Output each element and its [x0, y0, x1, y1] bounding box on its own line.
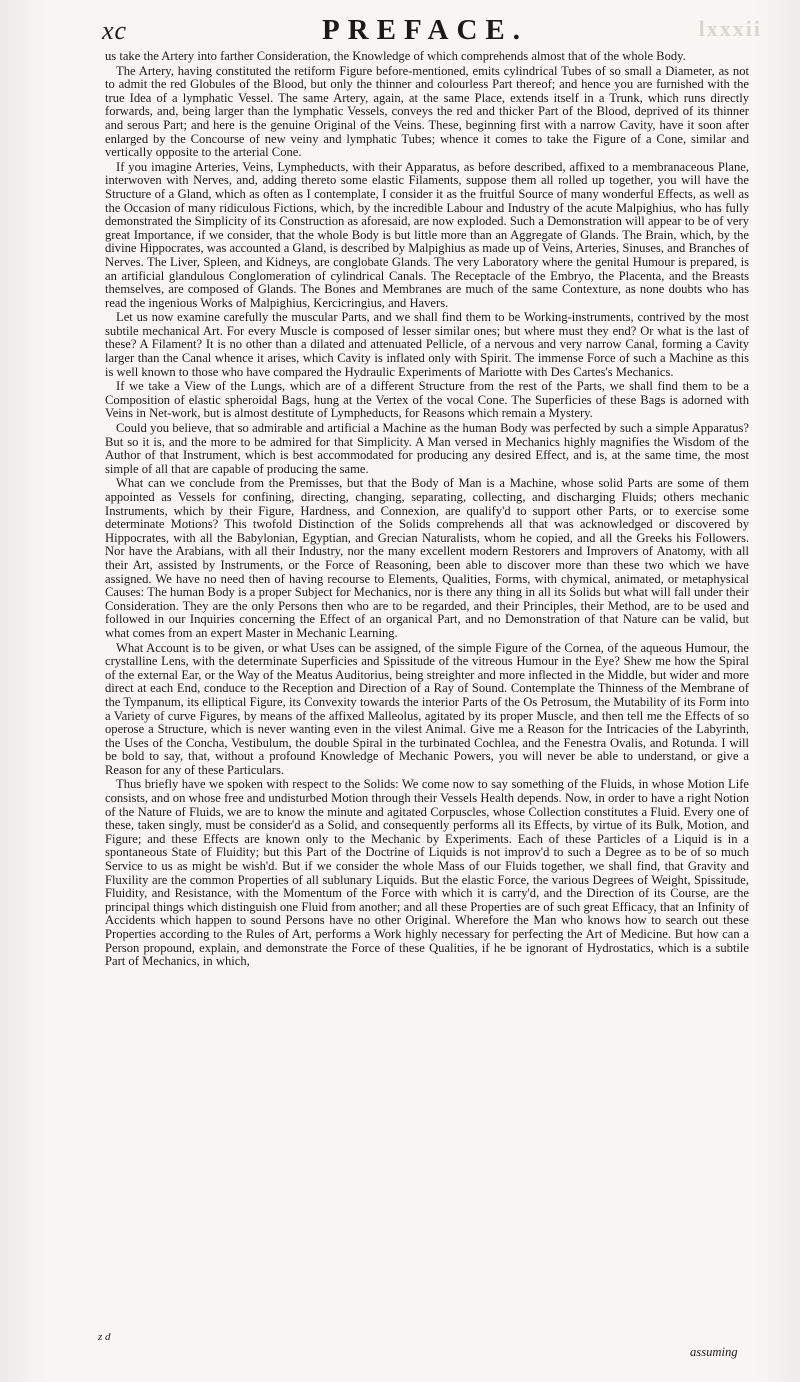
paragraph: What can we conclude from the Premisses, but that the Body of Man is a Machine, whose solid Parts are some of them appointed as Vessels for confining, directing, changing, separating, collecting, and discharging Fluids; others mechanic Instruments, which by their Figure, Hardness, and Connexion, are qualify'd to support other Parts, or to exercise some determinate Motions? This twofold Distinction of the Solids comprehends all that was acknowledged or discovered by Hippocrates, with all the Babylonian, Egyptian, and Grecian Naturalists, whom he copied, and all the Greeks his Followers. Nor have the Arabians, with all their Industry, nor the many excellent modern Restorers and Improvers of Anatomy, with all their Art, assisted by Instruments, or the Force of Reasoning, been able to discover more than these two which we have assigned. We have no need then of having recourse to Elements, Qualities, Forms, with chymical, animated, or metaphysical Causes: The human Body is a proper Subject for Mechanics, nor is there any thing in all its Solids but what will fall under their Consideration. They are the only Persons then who are to be regarded, and their Principles, their Method, are to be used and followed in our Inquiries concerning the Effect of an organical Part, and no Demonstration of that Nature can be valid, but what comes from an expert Master in Mechanic Learning.	[105, 476, 749, 640]
show-through-text: lxxxii	[698, 16, 762, 41]
body-text	[105, 50, 749, 970]
paragraph: Thus briefly have we spoken with respect to the Solids: We come now to say something of the Fluids, in whose Motion Life consists, and on whose free and undisturbed Motion through their Vessels Health depends. Now, in order to have a right Notion of the Nature of Fluids, we are to know the minute and agitated Corpuscles, whose Collection constitutes a Fluid. Every one of these, taken singly, must be consider'd as a Solid, and consequently performs all its Effects, by virtue of its Bulk, Motion, and Figure; and these Effects are known only to the Mechanic by Experiments. Each of these Particles of a Liquid is in a spontaneous State of Fluidity; but this Part of the Doctrine of Liquids is not improv'd to such a Degree as to be of so much Service to us as might be wish'd. But if we consider the whole Mass of our Fluids together, we shall find, that Gravity and Fluxility are the common Properties of all sublunary Liquids. But the elastic Force, the various Degrees of Weight, Spissitude, Fluidity, and Resistance, with the Momentum of the Force with which it is carry'd, and the Direction of its Course, are the principal things which distinguish one Fluid from another; and all these Properties are of such great Efficacy, that an Infinity of Accidents which happen to sound Persons have no other Original. Wherefore the Man who knows how to search out these Properties according to the Rules of Art, performs a Work highly necessary for perfecting the Art of Medicine. But how can a Person propound, explain, and demonstrate the Force of these Qualities, if he be ignorant of Hydrostatics, which is a subtile Part of Mechanics, in which,	[105, 777, 749, 969]
page-title: PREFACE.	[321, 14, 529, 46]
paragraph: The Artery, having constituted the retiform Figure before-mentioned, emits cylindrical Tubes of so small a Diameter, as not to admit the red Globules of the Blood, but only the thinner and colourless Part thereof; and hence you are furnished with the true Idea of a lymphatic Vessel. The same Artery, again, at the same Place, extends itself in a Trunk, which runs directly forwards, and, being larger than the lymphatic Vessels, conveys the red and thicker Part of the Blood, deprived of its thinner and serous Part; and here is the genuine Original of the Veins. These, beginning first with a narrow Cavity, have it soon after enlarged by the Concourse of new veiny and lymphatic Tubes; whence it comes to take the Figure of a Cone, similar and vertically opposite to the arterial Cone.	[105, 63, 749, 160]
paragraph: Could you believe, that so admirable and artificial a Machine as the human Body was perfected by such a simple Apparatus? But so it is, and the more to be admired for that Simplicity. A Man versed in Mechanics highly magnifies the Wisdom of the Author of that Instrument, which is best accommodated for producing any desired Effect, and is, at the same time, the most simple of all that are capable of producing the same.	[105, 421, 749, 476]
page-header	[100, 12, 750, 46]
catchword: assuming	[690, 1345, 738, 1359]
page-number: xc	[102, 16, 128, 45]
paragraph: What Account is to be given, or what Uses can be assigned, of the simple Figure of the Cornea, of the aqueous Humour, the crystalline Lens, with the determinate Superficies and Spissitude of the vitreous Humour in the Eye? Shew me how the Spiral of the external Ear, or the Way of the Meatus Auditorius, being streighter and more inflected in the Middle, but wider and more direct at each End, conduce to the Reception and Direction of a Ray of Sound. Contemplate the Thinness of the Membrane of the Tympanum, its elliptical Figure, its Convexity towards the interior Parts of the Os Petrosum, the Mutability of its Form into a Variety of curve Figures, by means of the affixed Malleolus, agitated by its proper Muscle, and then tell me the Effects of so operose a Structure, which is never wanting even in the vilest Animal. Give me a Reason for the Intricacies of the Labyrinth, the Uses of the Concha, Vestibulum, the double Spiral in the turbinated Cochlea, and the Fenestra Ovalis, and Rotunda. I will be bold to say, that, without a profound Knowledge of Mechanic Powers, you will never be able to understand, or give a Reason for any of these Particulars.	[105, 640, 749, 777]
paragraph: If we take a View of the Lungs, which are of a different Structure from the rest of the Parts, we shall find them to be a Composition of elastic spheroidal Bags, hung at the Vertex of the vocal Cone. The Superficies of these Bags is adorned with Veins in Net-work, but is almost destitute of Lympheducts, for Reasons which remain a Mystery.	[105, 379, 749, 421]
signature-mark: z d	[98, 1331, 111, 1343]
paragraph: us take the Artery into farther Consideration, the Knowledge of which comprehends almost that of the whole Body.	[105, 49, 686, 63]
paragraph: Let us now examine carefully the muscular Parts, and we shall find them to be Working-instruments, contrived by the most subtile mechanical Art. For every Muscle is composed of lesser similar ones; but where must they end? Or what is the last of these? A Filament? It is no other than a dilated and attenuated Pellicle, of a nervous and very narrow Canal, forming a Cavity larger than the Canal whence it arises, which Cavity is inflated only with Spirit. The immense Force of such a Machine as this is well known to those who have compared the Hydraulic Experiments of Mariotte with Des Cartes's Mechanics.	[105, 310, 749, 379]
paragraph: If you imagine Arteries, Veins, Lympheducts, with their Apparatus, as before described, affixed to a membranaceous Plane, interwoven with Nerves, and, adding thereto some elastic Filaments, suppose them all rolled up together, you will have the Structure of a Gland, which as often as I contemplate, I consider it as the fruitful Source of many wonderful Effects, as well as the Occasion of many ridiculous Fictions, which, by the incredible Labour and Industry of the acute Malpighius, who has fully demonstrated the Simplicity of its Construction as aforesaid, are now exploded. Such a Demonstration will appear to be of very great Importance, if we consider, that the whole Body is but little more than an Aggregate of Glands. The Brain, which, by the divine Hippocrates, was accounted a Gland, is described by Malpighius as made up of Veins, Arteries, Sinuses, and Branches of Nerves. The Liver, Spleen, and Kidneys, are conglobate Glands. The very Laboratory where the genital Humour is prepared, is an artificial glandulous Conglomeration of cylindrical Canals. The Receptacle of the Embryo, the Placenta, and the Breasts themselves, are composed of Glands. The Bones and Membranes are much of the same Contexture, as none doubts who has read the ingenious Works of Malpighius, Kercicringius, and Havers.	[105, 159, 749, 310]
